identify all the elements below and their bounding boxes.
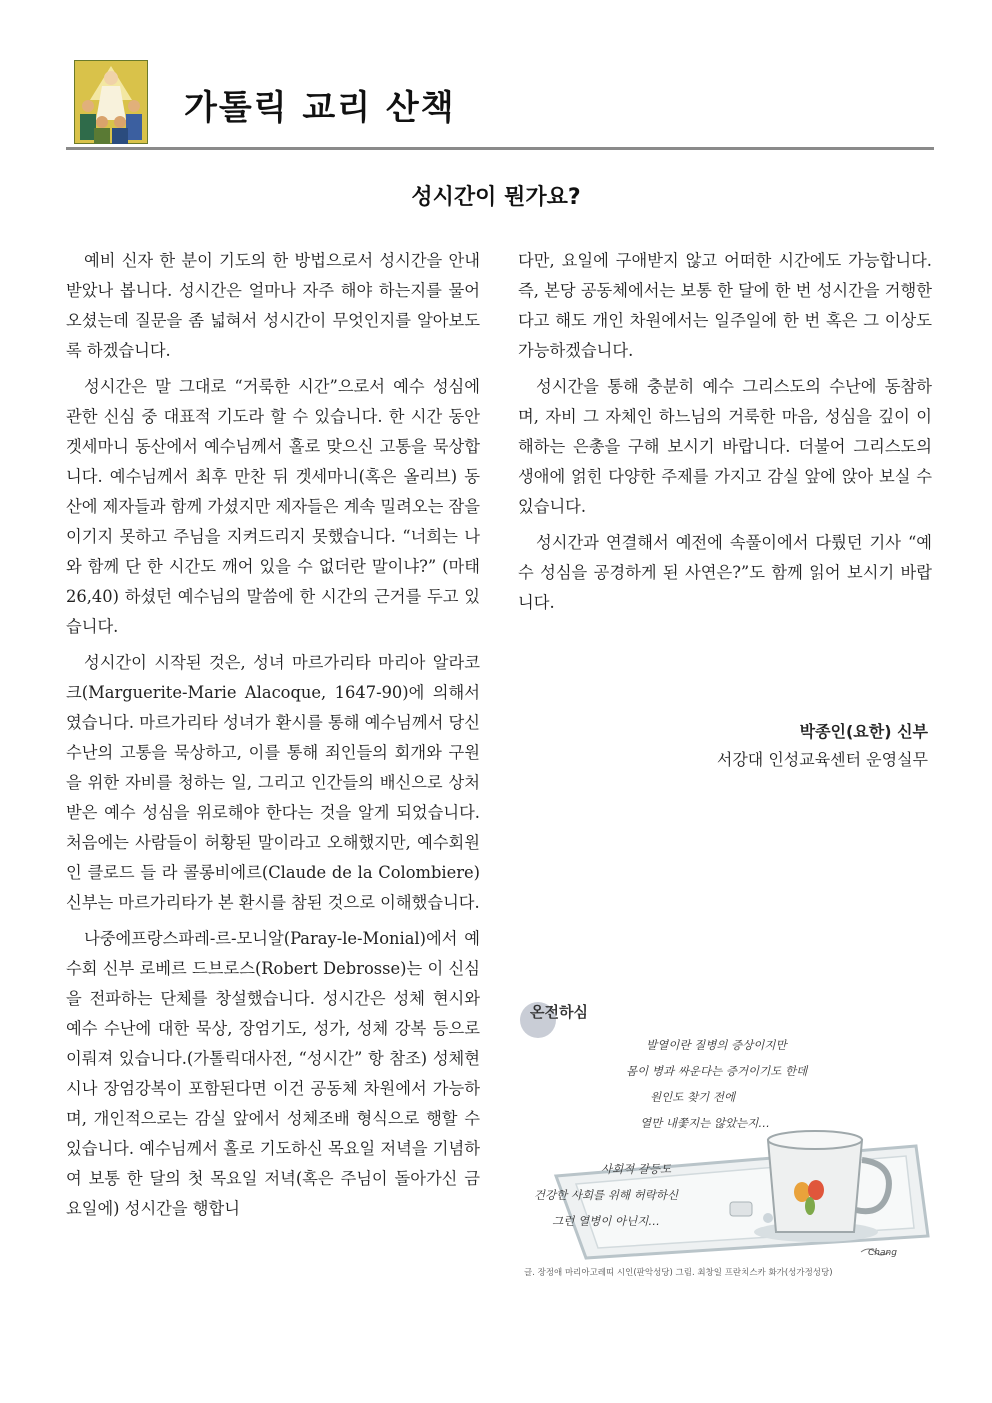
page-title: 가톨릭 교리 산책	[184, 88, 456, 128]
header	[66, 58, 934, 150]
cartoon-line: 사회적 갈등도	[600, 1162, 672, 1176]
paragraph: 성시간은 말 그대로 “거룩한 시간”으로서 예수 성심에 관한 신심 중 대표적 기도라 할 수 있습니다. 한 시간 동안 겟세마니 동산에서 예수님께서 홀로 맞으신 고통을 묵상합니다. 예수님께서 최후 만찬 뒤 겟세마니(혹은 올리브) 동산에 제자들과 함께 가셨지만 제자들은 계속 밀려오는 잠을 이기지 못하고 주님을 지켜드리지 못했습니다. “너희는 나와 함께 단 한 시간도 깨어 있을 수 없더란 말이냐?” (마태 26,40) 하셨던 예수님의 말씀에 한 시간의 근거를 두고 있습니다.	[66, 377, 480, 636]
paragraph: 성시간을 통해 충분히 예수 그리스도의 수난에 동참하며, 자비 그 자체인 하느님의 거룩한 마음, 성심을 깊이 이해하는 은총을 구해 보시기 바랍니다. 더불어 그리스도의 생애에 얽힌 다양한 주제를 가지고 감실 앞에 앉아 보실 수 있습니다.	[518, 377, 932, 516]
author-signature	[717, 718, 928, 774]
paragraph: 성시간이 시작된 것은, 성녀 마르가리타 마리아 알라코크(Marguerite-Marie Alacoque, 1647-90)에 의해서였습니다. 마르가리타 성녀가 환시를 통해 예수님께서 당신 수난의 고통을 묵상하고, 이를 통해 죄인들의 회개와 구원을 위한 자비를 청하는 일, 그리고 인간들의 배신으로 상처받은 예수 성심을 위로해야 한다는 것을 알게 되었습니다. 처음에는 사람들이 허황된 말이라고 오해했지만, 예수회원인 클로드 들 라 콜롱비에르(Claude de la Colombiere) 신부는 마르가리타가 본 환시를 참된 것으로 이해했습니다.	[66, 653, 480, 912]
cartoon-text-top	[626, 1032, 808, 1136]
illustration-credit: 글. 장정애 마리아고레띠 시인(판악성당) 그림. 최창일 프란치스카 화가(성가정성당)	[524, 1268, 833, 1278]
author-affiliation: 서강대 인성교육센터 운영실무	[716, 750, 928, 769]
paragraph: 나중에프랑스파레-르-모니알(Paray-le-Monial)에서 예수회 신부 로베르 드브로스(Robert Debrosse)는 이 신심을 전파하는 단체를 창설했습니다. 성시간은 성체 현시와 예수 수난에 대한 묵상, 장엄기도, 성가, 성체 강복 등으로 이뤄져 있습니다.(가톨릭대사전, “성시간” 항 참조) 성체현시나 장엄강복이 포함된다면 이건 공동체 차원에서 가능하며, 개인적으로는 감실 앞에서 성체조배 형식으로 행할 수 있습니다. 예수님께서 홀로 기도하신 목요일 저녁을 기념하여 보통 한 달의 첫 목요일 저녁(혹은 주님이 돌아가신 금요일에) 성시간을 행합니	[66, 929, 480, 1218]
cartoon-line: 발열이란 질병의 증상이지만	[646, 1038, 787, 1052]
cartoon-line: 원인도 찾기 전에	[650, 1090, 736, 1104]
jesus-with-disciples-icon	[74, 60, 148, 144]
cartoon-line: 그런 열병이 아닌지…	[552, 1214, 660, 1228]
article-title: 성시간이 뭔가요?	[411, 185, 581, 210]
cartoon-line: 건강한 사회를 위해 허락하신	[533, 1188, 679, 1202]
artist-signature: Chang	[868, 1248, 897, 1258]
brand-text: 온전하심	[530, 1003, 588, 1021]
author-name: 박종인(요한) 신부	[799, 722, 928, 741]
cartoon-text-bottom	[526, 1156, 686, 1234]
right-column	[518, 246, 932, 624]
header-divider	[66, 147, 934, 150]
cartoon-brand-logo	[516, 996, 610, 1052]
left-column	[66, 246, 480, 1230]
cartoon-line: 열만 내쫓지는 않았는지…	[640, 1116, 770, 1130]
cartoon-illustration	[516, 996, 934, 1286]
paragraph: 예비 신자 한 분이 기도의 한 방법으로서 성시간을 안내받았나 봅니다. 성시간은 얼마나 자주 해야 하는지를 물어 오셨는데 질문을 좀 넓혀서 성시간이 무엇인지를 알아보도록 하겠습니다.	[66, 251, 480, 360]
paragraph: 성시간과 연결해서 예전에 속풀이에서 다뤘던 기사 “예수 성심을 공경하게 된 사연은?”도 함께 읽어 보시기 바랍니다.	[518, 533, 932, 612]
paragraph: 다만, 요일에 구애받지 않고 어떠한 시간에도 가능합니다. 즉, 본당 공동체에서는 보통 한 달에 한 번 성시간을 거행한다고 해도 개인 차원에서는 일주일에 한 번 혹은 그 이상도 가능하겠습니다.	[518, 251, 932, 360]
cartoon-line: 몸이 병과 싸운다는 증거이기도 한데	[626, 1064, 808, 1078]
